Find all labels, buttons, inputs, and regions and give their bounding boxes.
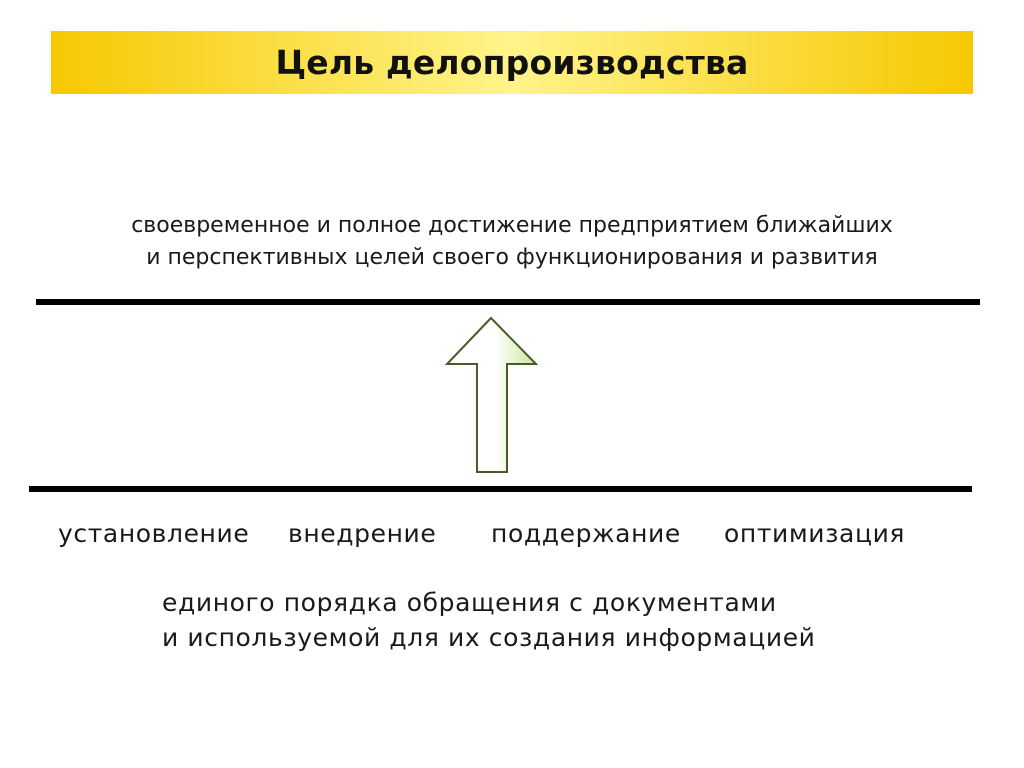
- goal-statement: [40, 210, 984, 274]
- object-statement: [162, 585, 942, 655]
- actions-row: [0, 519, 1024, 559]
- action-maintain: поддержание: [491, 519, 681, 548]
- up-arrow-shape: [447, 318, 536, 472]
- action-establish: установление: [58, 519, 250, 548]
- goal-line-1: своевременное и полное достижение предприятием ближайших: [131, 213, 893, 238]
- title-banner: [51, 31, 973, 94]
- top-divider-line: [36, 299, 980, 305]
- object-line-1: единого порядка обращения с документами: [162, 588, 777, 617]
- bottom-divider-line: [29, 486, 972, 492]
- goal-line-2: и перспективных целей своего функционирования и развития: [146, 245, 878, 270]
- action-implement: внедрение: [288, 519, 437, 548]
- slide-title: Цель делопроизводства: [275, 43, 749, 82]
- action-optimize: оптимизация: [724, 519, 906, 548]
- object-line-2: и используемой для их создания информацией: [162, 623, 816, 652]
- up-arrow-icon: [444, 316, 540, 476]
